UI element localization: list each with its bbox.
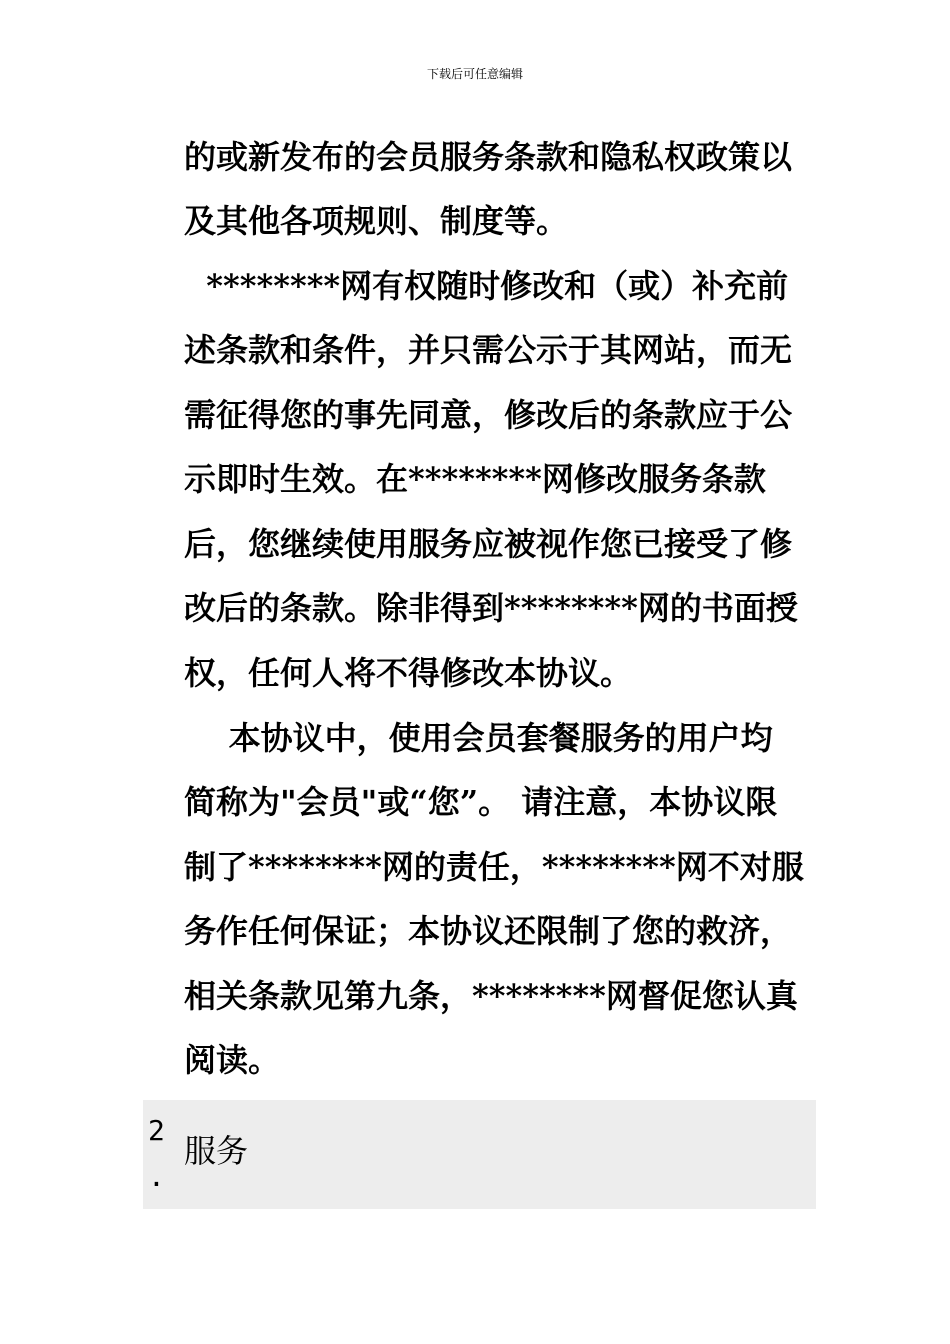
section-number: 2: [148, 1114, 165, 1147]
body-line-3: ********网有权随时修改和（或）补充前: [184, 267, 789, 305]
body-line-14: 相关条款见第九条，********网督促您认真: [184, 977, 798, 1015]
body-line-7: 后，您继续使用服务应被视作您已接受了修: [184, 525, 793, 563]
section-title: 服务: [184, 1132, 249, 1170]
section-number-dot: .: [148, 1160, 165, 1193]
body-line-9: 权，任何人将不得修改本协议。: [184, 654, 633, 692]
body-line-15: 阅读。: [184, 1041, 281, 1079]
body-line-4: 述条款和条件，并只需公示于其网站，而无: [184, 331, 793, 369]
body-line-12: 制了********网的责任，********网不对服: [184, 848, 804, 886]
section-heading-block: [143, 1100, 816, 1209]
body-line-1: 的或新发布的会员服务条款和隐私权政策以: [184, 138, 793, 176]
body-line-8: 改后的条款。除非得到********网的书面授: [184, 589, 798, 627]
body-line-10: 本协议中，使用会员套餐服务的用户均: [184, 719, 773, 757]
body-line-5: 需征得您的事先同意，修改后的条款应于公: [184, 396, 793, 434]
body-line-6: 示即时生效。在********网修改服务条款: [184, 460, 766, 498]
body-line-13: 务作任何保证；本协议还限制了您的救济，: [184, 912, 793, 950]
body-line-2: 及其他各项规则、制度等。: [184, 202, 569, 240]
page-header: 下载后可任意编辑: [426, 67, 523, 81]
body-line-11: 简称为"会员"或“您”。 请注意，本协议限: [184, 783, 778, 821]
